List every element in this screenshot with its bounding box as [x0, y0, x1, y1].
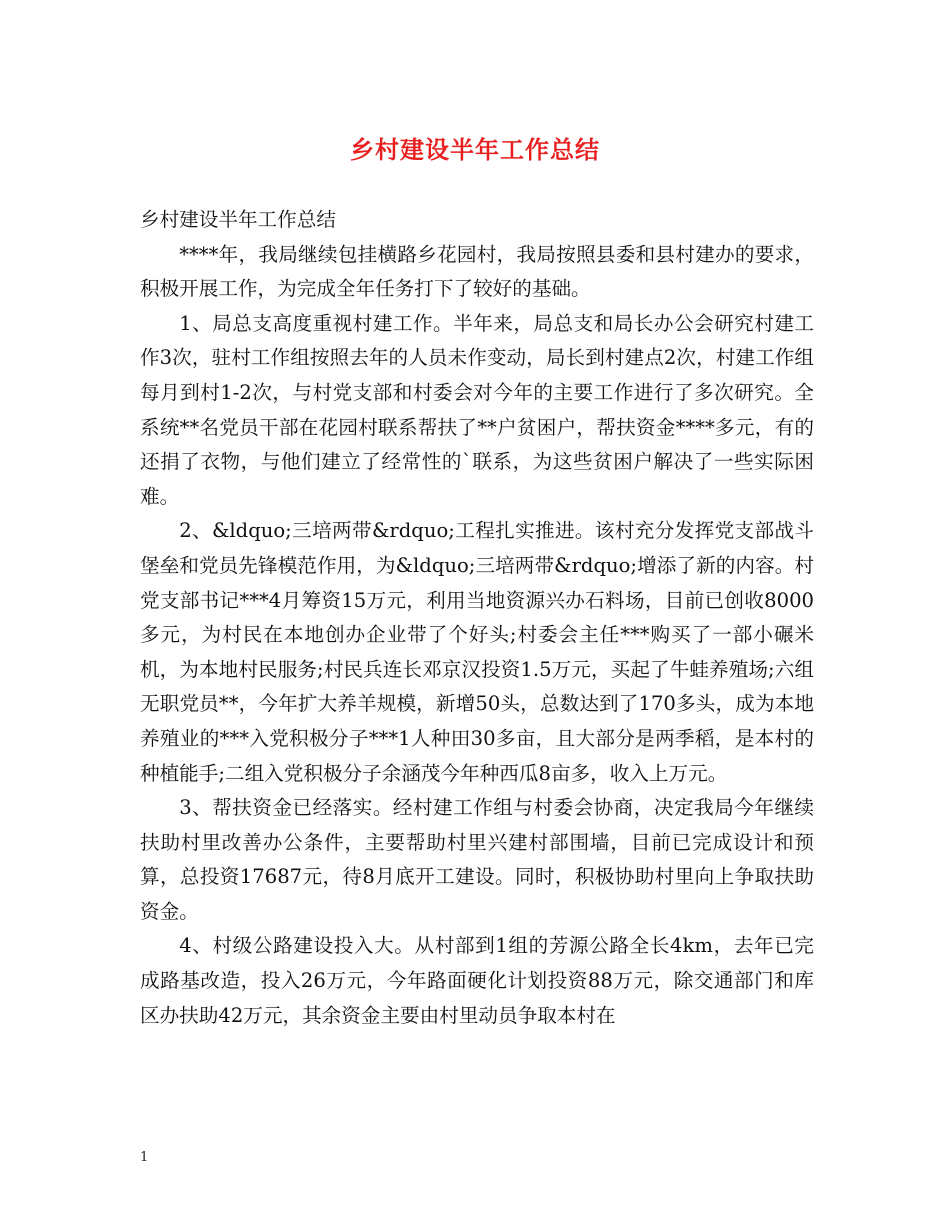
paragraph-3: 3、帮扶资金已经落实。经村建工作组与村委会协商，决定我局今年继续扶助村里改善办公条件，主要帮助村里兴建村部围墙，目前已完成设计和预算，总投资17687元，待8月底开工建设。同时，积极协助村里向上争取扶助资金。 — [140, 796, 814, 923]
paragraph-1: 1、局总支高度重视村建工作。半年来，局总支和局长办公会研究村建工作3次，驻村工作组按照去年的人员未作变动，局长到村建点2次，村建工作组每月到村1-2次，与村党支部和村委会对今年的主要工作进行了多次研究。全系统**名党员干部在花园村联系帮扶了**户贫困户，帮扶资金****多元，有的还捐了衣物，与他们建立了经常性的`联系，为这些贫困户解决了一些实际困难。 — [140, 311, 814, 508]
page-title: 乡村建设半年工作总结 — [350, 135, 600, 164]
paragraph-2: 2、&ldquo;三培两带&rdquo;工程扎实推进。该村充分发挥党支部战斗堡垒和党员先锋模范作用，为&ldquo;三培两带&rdquo;增添了新的内容。村党支部书记***4月筹资15万元，利用当地资源兴办石料场，目前已创收8000多元，为村民在本地创办企业带了个好头;村委会主任***购买了一部小碾米机，为本地村民服务;村民兵连长邓京汉投资1.5万元，买起了牛蛙养殖场;六组无职党员**，今年扩大养羊规模，新增50头，总数达到了170多头，成为本地养殖业的***入党积极分子***1人种田30多亩，且大部分是两季稻，是本村的种植能手;二组入党积极分子余涵茂今年种西瓜8亩多，收入上万元。 — [140, 519, 814, 785]
paragraph-4: 4、村级公路建设投入大。从村部到1组的芳源公路全长4km，去年已完成路基改造，投入26万元，今年路面硬化计划投资88万元，除交通部门和库区办扶助42万元，其余资金主要由村里动员争取本村在 — [140, 934, 814, 1027]
document-body — [140, 203, 814, 1033]
paragraph-intro: ****年，我局继续包挂横路乡花园村，我局按照县委和县村建办的要求，积极开展工作，为完成全年任务打下了较好的基础。 — [140, 242, 814, 301]
document-subtitle: 乡村建设半年工作总结 — [140, 208, 336, 231]
page-number: 1 — [140, 1150, 149, 1165]
